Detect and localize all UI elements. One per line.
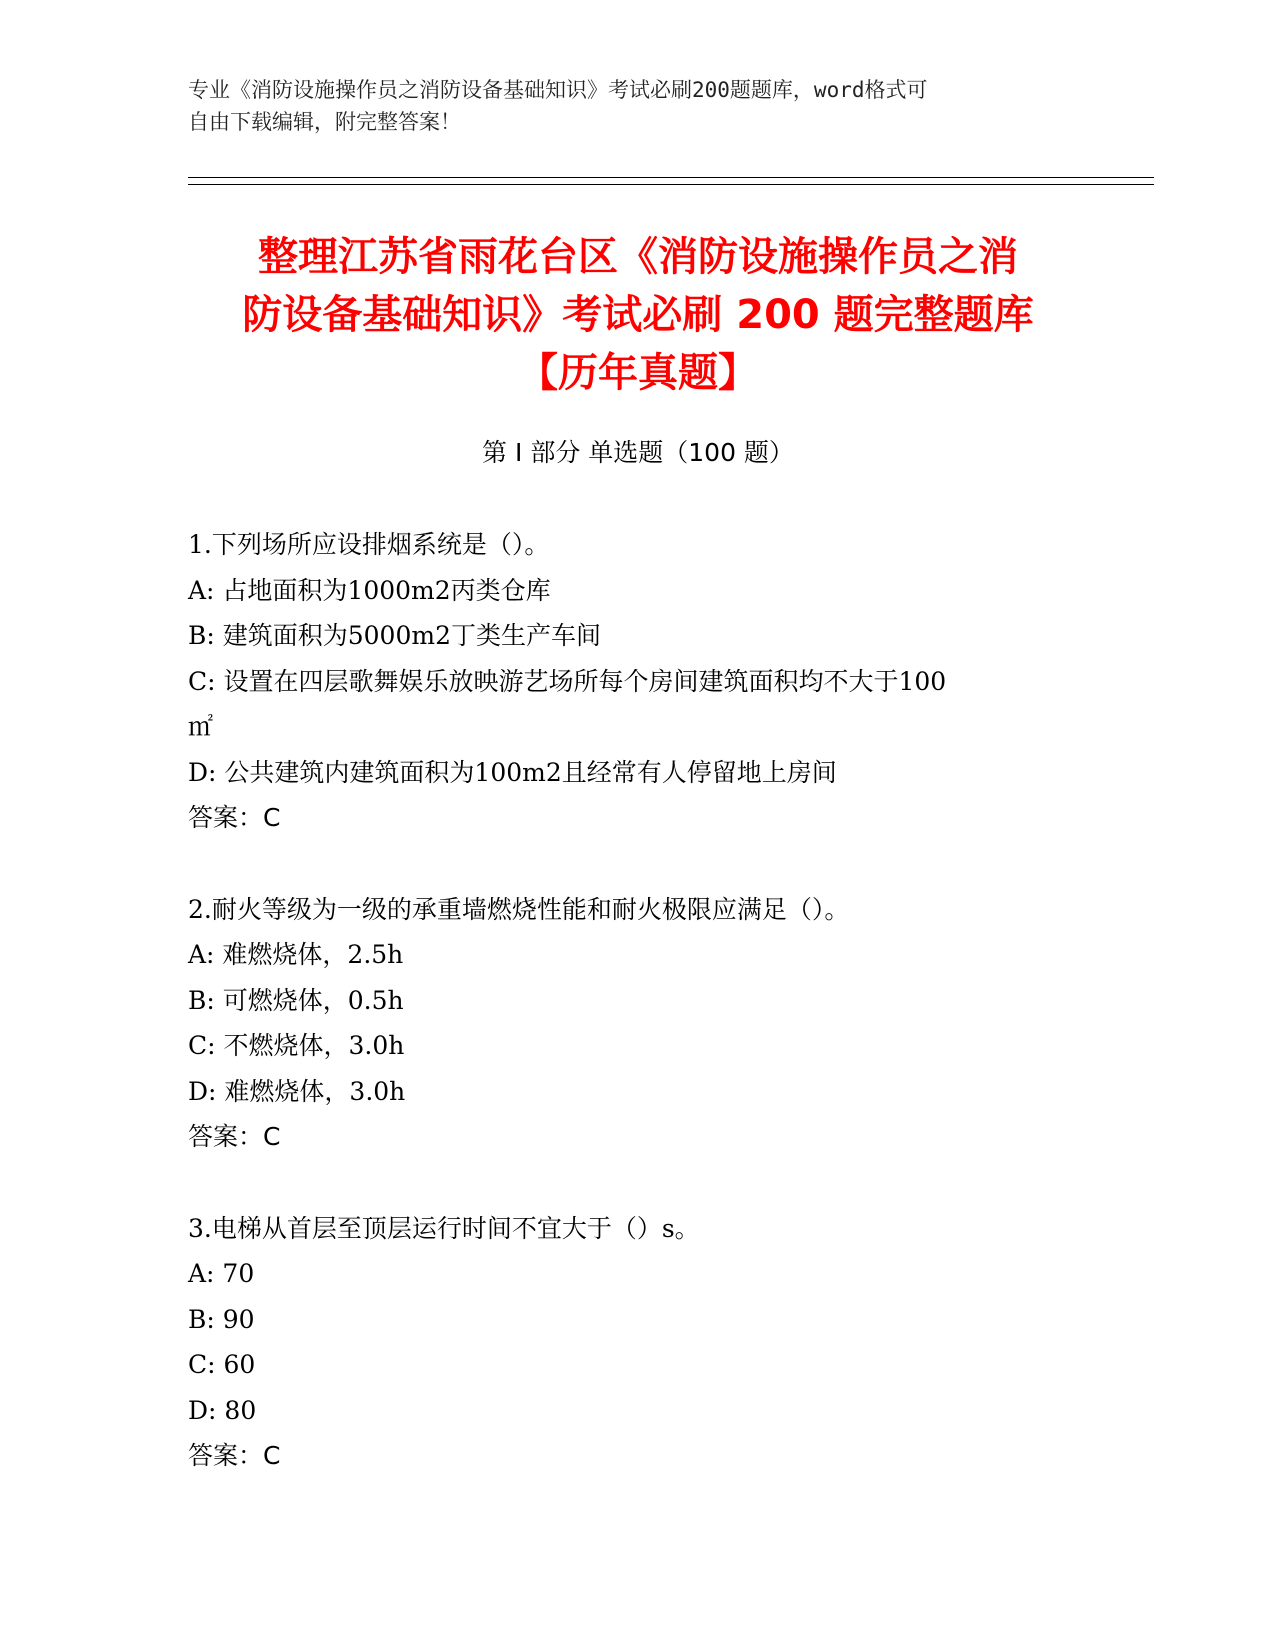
- question-3-stem: 3.电梯从首层至顶层运行时间不宜大于（）s。: [188, 1214, 700, 1243]
- header-note-line-1: 专业《消防设施操作员之消防设备基础知识》考试必刷200题题库，word格式可: [188, 78, 928, 102]
- question-3-option-b: B: 90: [188, 1305, 255, 1334]
- header-note: [188, 74, 1068, 138]
- question-1-stem: 1.下列场所应设排烟系统是（）。: [188, 530, 550, 559]
- question-1-option-c-continued: ㎡: [188, 712, 214, 741]
- title-line-2: 防设备基础知识》考试必刷 200 题完整题库: [242, 292, 1034, 338]
- title-line-1: 整理江苏省雨花台区《消防设施操作员之消: [258, 234, 1018, 280]
- divider-bottom: [188, 184, 1154, 185]
- question-1-option-c: C: 设置在四层歌舞娱乐放映游艺场所每个房间建筑面积均不大于100: [188, 667, 947, 696]
- question-2-option-c: C: 不燃烧体，3.0h: [188, 1031, 405, 1060]
- question-1-option-d: D: 公共建筑内建筑面积为100m2且经常有人停留地上房间: [188, 758, 837, 787]
- question-3-answer: 答案：C: [188, 1441, 281, 1470]
- question-2-stem: 2.耐火等级为一级的承重墙燃烧性能和耐火极限应满足（）。: [188, 895, 850, 924]
- title-line-3: 【历年真题】: [518, 350, 758, 396]
- question-3-option-c: C: 60: [188, 1350, 256, 1379]
- question-1-option-b: B: 建筑面积为5000m2丁类生产车间: [188, 621, 601, 650]
- document-title: [188, 228, 1088, 402]
- section-heading: 第 I 部分 单选题（100 题）: [482, 438, 794, 467]
- question-2-option-a: A: 难燃烧体，2.5h: [188, 940, 404, 969]
- question-3-option-d: D: 80: [188, 1396, 257, 1425]
- header-note-line-2: 自由下载编辑，附完整答案！: [188, 110, 461, 134]
- question-2-option-d: D: 难燃烧体，3.0h: [188, 1077, 406, 1106]
- divider-top: [188, 177, 1154, 178]
- question-3-option-a: A: 70: [188, 1259, 255, 1288]
- question-2-option-b: B: 可燃烧体，0.5h: [188, 986, 404, 1015]
- question-1-answer: 答案：C: [188, 803, 281, 832]
- question-2-answer: 答案：C: [188, 1122, 281, 1151]
- question-1-option-a: A: 占地面积为1000m2丙类仓库: [188, 576, 551, 605]
